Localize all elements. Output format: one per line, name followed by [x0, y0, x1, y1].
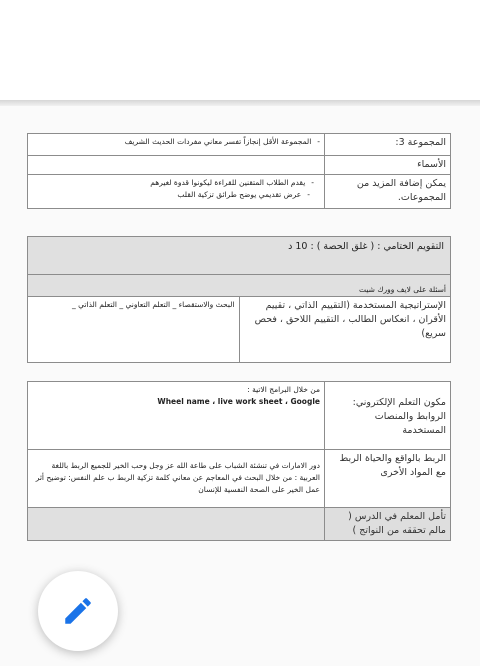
pencil-edit-icon	[61, 594, 95, 628]
elearning-table	[27, 381, 451, 541]
worksheet-note-text: أسئلة على لايف وورك شيت	[359, 285, 446, 294]
strategies-content: البحث والاستقصاء _ التعلم التعاوني _ التعلم الذاتي _	[28, 297, 240, 363]
more-groups-item-2: عرض تقديمي يوضح طرائق تزكية القلب	[177, 190, 302, 199]
names-label: الأسماء	[325, 156, 451, 175]
closing-assessment-table	[27, 236, 451, 363]
worksheet-note	[28, 275, 451, 297]
more-groups-content: -يقدم الطلاب المتقنين للقراءة ليكونوا قدوة لغيرهم -عرض تقديمي يوضح طرائق تزكية القلب	[28, 175, 325, 209]
names-value	[28, 156, 325, 175]
group3-task: -المجموعة الأقل إنجازاً تفسر معاني مفردات الحديث الشريف	[28, 134, 325, 156]
reflection-label: تأمل المعلم في الدرس ( مالم تحققه من النواتج )	[325, 508, 451, 541]
groups-table	[27, 133, 451, 209]
closing-title-text: التقويم الختامي : ( غلق الحصة ) : 10 د	[288, 241, 444, 252]
real-life-link-label: الربط بالواقع والحياة الربط مع المواد الأخرى	[325, 450, 451, 508]
group3-task-text: المجموعة الأقل إنجازاً تفسر معاني مفردات الحديث الشريف	[124, 137, 312, 146]
strategies-label: الإستراتيجية المستخدمة (التقييم الذاتي ، تقييم الأقران ، انعكاس الطالب ، التقييم اللاحق ، فحص سريع)	[239, 297, 451, 363]
closing-title	[28, 237, 451, 275]
edit-fab-button[interactable]	[38, 571, 118, 651]
group3-label: المجموعة 3:	[325, 134, 451, 156]
elearning-label: مكون التعلم الإلكتروني: الروابط والمنصات المستخدمة	[325, 382, 451, 450]
elearning-tools: Wheel name ، live work sheet ، Google	[157, 397, 320, 406]
more-groups-item-1: يقدم الطلاب المتقنين للقراءة ليكونوا قدوة لغيرهم	[150, 178, 306, 187]
elearning-intro: من خلال البرامج الاتية :	[247, 385, 320, 394]
elearning-content	[28, 382, 325, 450]
real-life-link-content: دور الامارات في تنشئة الشباب على طاعة الله عز وجل وحب الخير للجميع الربط باللغة العربية : من خلال البحث في المعاجم عن معاني كلمة تزكية الربط ب علم النفس: توضيح أثر عمل الخير على الصحة النفسية للإنسان	[28, 450, 325, 508]
more-groups-label: يمكن إضافة المزيد من المجموعات.	[325, 175, 451, 209]
reflection-content	[28, 508, 325, 541]
top-blank-area	[0, 0, 480, 100]
